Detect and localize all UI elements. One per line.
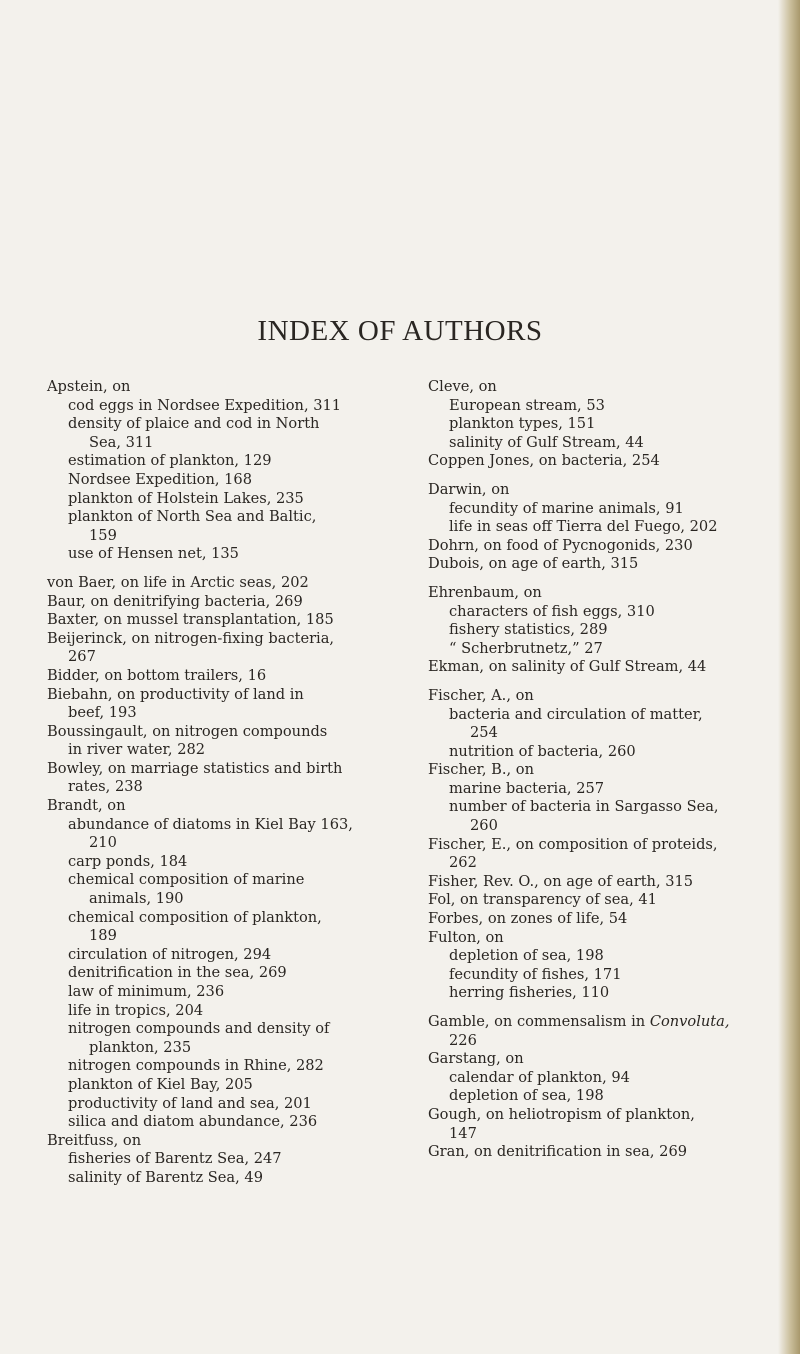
entry-heading: Fischer, E., on composition of proteids, bbox=[428, 835, 718, 853]
entry-heading: Beijerinck, on nitrogen-fixing bacteria, bbox=[47, 629, 335, 647]
index-entry bbox=[47, 1132, 380, 1151]
index-entry bbox=[47, 723, 380, 760]
index-entry bbox=[47, 574, 380, 593]
index-subentry: fisheries of Barentz Sea, 247 bbox=[68, 1150, 282, 1168]
entry-heading: Boussingault, on nitrogen compounds bbox=[47, 722, 328, 740]
entry-heading: Baur, on denitrifying bacteria, 269 bbox=[47, 592, 303, 610]
index-entry bbox=[47, 378, 380, 397]
index-entry bbox=[428, 452, 773, 471]
entry-heading: Apstein, on bbox=[47, 378, 131, 395]
index-entry bbox=[428, 481, 773, 500]
entry-heading: Darwin, on bbox=[428, 480, 510, 498]
index-subentry: productivity of land and sea, 201 bbox=[68, 1094, 312, 1112]
left-column bbox=[47, 378, 380, 1188]
index-subentry: salinity of Gulf Stream, 44 bbox=[449, 433, 644, 451]
entry-heading: Breitfuss, on bbox=[47, 1131, 142, 1149]
entry-heading: Baxter, on mussel transplantation, 185 bbox=[47, 611, 334, 629]
index-subentry: law of minimum, 236 bbox=[68, 983, 225, 1000]
entry-heading: Bidder, on bottom trailers, 16 bbox=[47, 666, 267, 684]
index-subentry: characters of fish eggs, 310 bbox=[449, 602, 655, 620]
entry-heading: Ehrenbaum, on bbox=[428, 583, 542, 601]
index-subentry: silica and diatom abundance, 236 bbox=[68, 1113, 318, 1131]
index-subentry: density of plaice and cod in North Sea, 311 bbox=[68, 415, 320, 451]
index-entry bbox=[428, 658, 773, 677]
index-entry bbox=[428, 761, 773, 780]
index-entry bbox=[428, 555, 773, 574]
entry-continuation: 267 bbox=[68, 648, 96, 666]
entry-heading: Cleve, on bbox=[428, 378, 497, 395]
index-subentry: plankton of North Sea and Baltic, 159 bbox=[68, 508, 317, 544]
index-subentry: plankton of Holstein Lakes, 235 bbox=[68, 489, 304, 507]
index-subentry: carp ponds, 184 bbox=[68, 852, 188, 870]
entry-heading: Gran, on denitrification in sea, 269 bbox=[428, 1143, 688, 1161]
index-entry bbox=[428, 836, 773, 873]
index-subentry: circulation of nitrogen, 294 bbox=[68, 945, 272, 963]
index-subentry: use of Hensen net, 135 bbox=[68, 545, 239, 563]
index-subentry: Nordsee Expedition, 168 bbox=[68, 470, 252, 488]
index-entry bbox=[428, 1106, 773, 1143]
index-subentry: chemical composition of marine animals, 190 bbox=[68, 871, 305, 908]
index-entry bbox=[428, 687, 773, 706]
entry-heading: Bowley, on marriage statistics and birth bbox=[47, 759, 343, 777]
index-subentry: life in tropics, 204 bbox=[68, 1001, 204, 1019]
index-entry bbox=[428, 891, 773, 910]
index-entry bbox=[428, 537, 773, 556]
index-entry bbox=[47, 593, 380, 612]
entry-heading: Dohrn, on food of Pycnogonids, 230 bbox=[428, 536, 693, 554]
entry-heading: Fulton, on bbox=[428, 928, 504, 946]
index-entry bbox=[47, 686, 380, 723]
index-entry bbox=[47, 797, 380, 816]
index-subentry: cod eggs in Nordsee Expedition, 311 bbox=[68, 396, 342, 414]
index-subentry: life in seas off Tierra del Fuego, 202 bbox=[449, 518, 718, 536]
index-subentry: plankton types, 151 bbox=[449, 415, 596, 433]
entry-heading: Gamble, on commensalism in bbox=[428, 1013, 650, 1030]
entry-heading: Coppen Jones, on bacteria, 254 bbox=[428, 452, 660, 470]
index-entry bbox=[428, 1143, 773, 1162]
index-subentry: bacteria and circulation of matter, 254 bbox=[449, 705, 703, 742]
index-entry bbox=[428, 378, 773, 397]
entry-heading: Ekman, on salinity of Gulf Stream, 44 bbox=[428, 658, 707, 676]
entry-continuation: rates, 238 bbox=[68, 778, 143, 796]
entry-heading: Forbes, on zones of life, 54 bbox=[428, 910, 628, 928]
index-subentry: fishery statistics, 289 bbox=[449, 621, 608, 639]
entry-heading: Fol, on transparency of sea, 41 bbox=[428, 891, 657, 909]
entry-heading: Gough, on heliotropism of plankton, bbox=[428, 1105, 695, 1123]
right-column bbox=[428, 378, 773, 1162]
index-entry bbox=[428, 584, 773, 603]
index-subentry: chemical composition of plankton, 189 bbox=[68, 908, 322, 945]
entry-continuation: 147 bbox=[449, 1124, 477, 1142]
index-subentry: denitrification in the sea, 269 bbox=[68, 964, 287, 982]
index-subentry: fecundity of marine animals, 91 bbox=[449, 499, 684, 517]
entry-heading: Dubois, on age of earth, 315 bbox=[428, 555, 639, 573]
index-subentry: salinity of Barentz Sea, 49 bbox=[68, 1168, 263, 1186]
index-entry bbox=[428, 910, 773, 929]
index-subentry: nitrogen compounds in Rhine, 282 bbox=[68, 1057, 324, 1075]
index-entry bbox=[428, 1050, 773, 1069]
entry-heading: Fischer, A., on bbox=[428, 686, 534, 704]
entry-heading: Biebahn, on productivity of land in bbox=[47, 685, 304, 703]
index-subentry: European stream, 53 bbox=[449, 396, 605, 414]
entry-heading: Fisher, Rev. O., on age of earth, 315 bbox=[428, 872, 694, 890]
entry-heading: Garstang, on bbox=[428, 1050, 524, 1068]
entry-continuation: 262 bbox=[449, 854, 477, 872]
index-entry bbox=[47, 611, 380, 630]
entry-continuation: beef, 193 bbox=[68, 704, 137, 722]
index-entry bbox=[428, 1013, 773, 1050]
index-entry bbox=[428, 929, 773, 948]
index-entry bbox=[428, 873, 773, 892]
entry-continuation: in river water, 282 bbox=[68, 741, 206, 759]
index-subentry: number of bacteria in Sargasso Sea, 260 bbox=[449, 798, 719, 835]
index-subentry: plankton of Kiel Bay, 205 bbox=[68, 1075, 253, 1093]
index-subentry: estimation of plankton, 129 bbox=[68, 452, 272, 470]
entry-heading: Brandt, on bbox=[47, 797, 126, 815]
index-subentry: “ Scherbrutnetz,” 27 bbox=[449, 639, 603, 657]
index-subentry: nutrition of bacteria, 260 bbox=[449, 742, 636, 760]
index-subentry: calendar of plankton, 94 bbox=[449, 1068, 630, 1086]
index-entry bbox=[47, 760, 380, 797]
entry-heading: von Baer, on life in Arctic seas, 202 bbox=[47, 573, 309, 591]
index-subentry: depletion of sea, 198 bbox=[449, 947, 604, 965]
entry-heading-italic: Convoluta, bbox=[649, 1013, 730, 1030]
index-entry bbox=[47, 667, 380, 686]
index-subentry: nitrogen compounds and density of plankton, 235 bbox=[68, 1020, 330, 1056]
page-edge-shade bbox=[778, 0, 800, 1354]
index-subentry: fecundity of fishes, 171 bbox=[449, 965, 622, 983]
index-subentry: depletion of sea, 198 bbox=[449, 1087, 604, 1105]
index-subentry: abundance of diatoms in Kiel Bay 163, 210 bbox=[68, 815, 353, 852]
entry-continuation: 226 bbox=[449, 1031, 477, 1049]
index-subentry: marine bacteria, 257 bbox=[449, 779, 605, 797]
entry-heading: Fischer, B., on bbox=[428, 761, 534, 779]
page-title: INDEX OF AUTHORS bbox=[257, 315, 543, 347]
index-entry bbox=[47, 630, 380, 667]
index-subentry: herring fisheries, 110 bbox=[449, 984, 610, 1002]
